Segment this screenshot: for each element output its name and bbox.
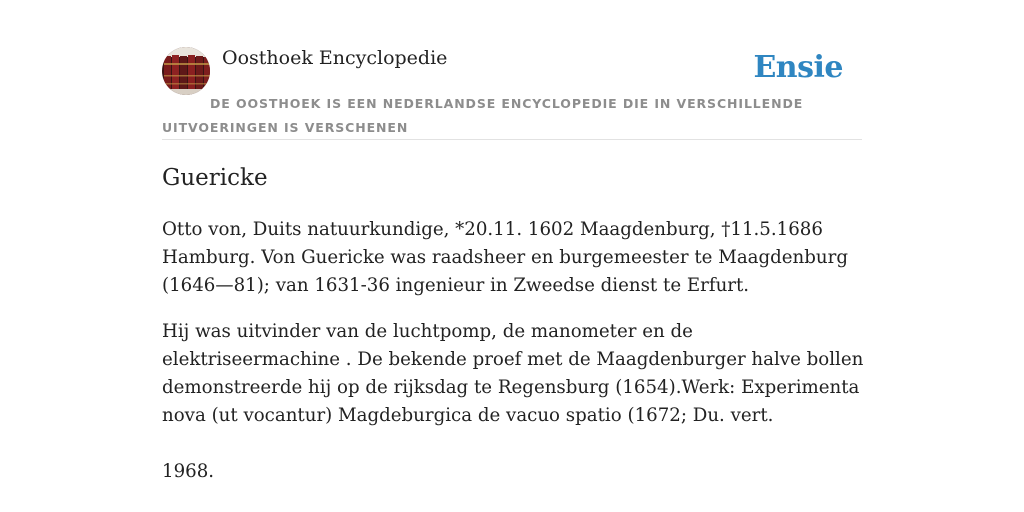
article <box>162 162 872 486</box>
article-paragraph: Otto von, Duits natuurkundige, *20.11. 1602 Maagdenburg, †11.5.1686 Hamburg. Von Guericke was raadsheer en burgemeester te Maagdenburg (1646—81); van 1631-36 ingenieur in Zweedse dienst te Erfurt. <box>162 219 848 296</box>
site-header <box>162 46 862 140</box>
site-title[interactable]: Oosthoek Encyclopedie <box>222 47 448 69</box>
brand-logo[interactable]: Ensie <box>753 50 843 85</box>
article-title: Guericke <box>162 165 268 191</box>
encyclopedia-books-icon[interactable] <box>162 47 210 95</box>
header-divider <box>162 139 862 140</box>
site-tagline: DE OOSTHOEK IS EEN NEDERLANDSE ENCYCLOPEDIE DIE IN VERSCHILLENDE UITVOERINGEN IS VERSCHENEN <box>162 96 804 135</box>
article-paragraph: Hij was uitvinder van de luchtpomp, de manometer en de elektriseermachine . De bekende proef met de Maagdenburger halve bollen demonstreerde hij op de rijksdag te Regensburg (1654).Werk: Experimenta nova (ut vocantur) Magdeburgica de vacuo spatio (1672; Du. vert. <box>162 321 864 426</box>
article-paragraph: 1968. <box>162 461 215 482</box>
